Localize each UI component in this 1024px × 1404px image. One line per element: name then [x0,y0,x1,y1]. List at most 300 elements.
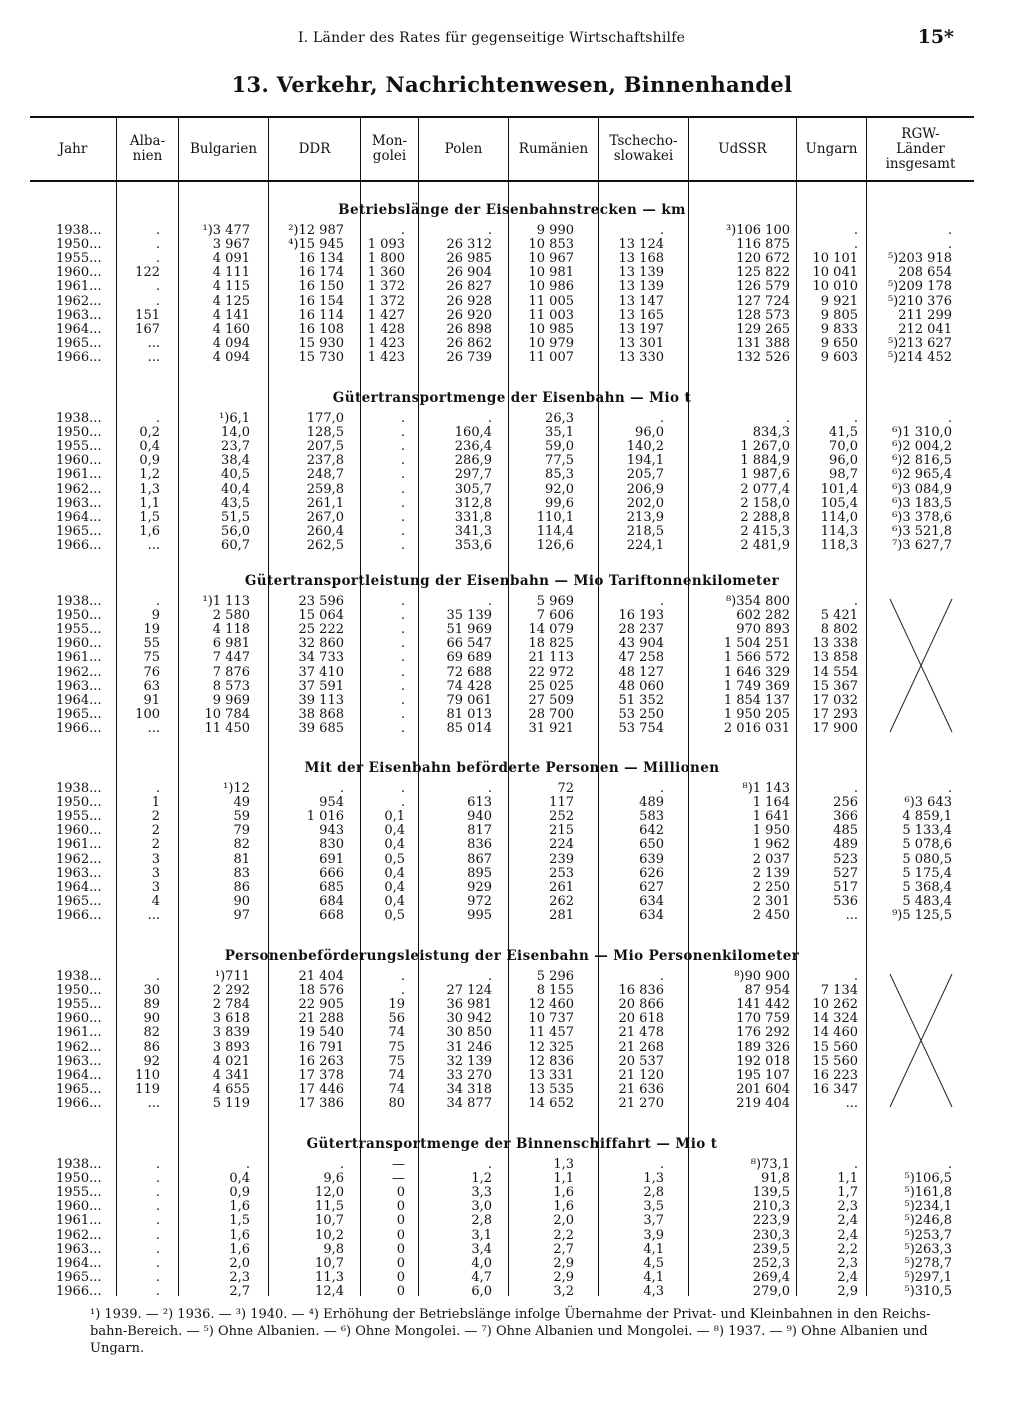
table-cell: 110 [135,1067,160,1083]
table-cell: 14,0 [221,425,250,441]
table-cell: . [659,223,664,238]
table-cell: 2,8 [643,1185,664,1201]
table-cell: . [155,1171,160,1187]
table-row [0,468,1024,482]
table-row [0,1069,1024,1083]
table-cell: 35 139 [446,608,492,624]
table-cell: 12 836 [528,1053,574,1069]
table-cell: 4,1 [643,1269,664,1285]
table-cell: 341,3 [454,523,492,539]
table-cell: 26 928 [446,293,492,309]
table-cell: 2,2 [553,1227,574,1243]
table-cell: 1,3 [139,481,160,497]
table-cell: 4 021 [212,1053,250,1069]
table-cell: . [947,237,952,253]
table-cell: 141 442 [736,997,790,1013]
table-cell: 0,4 [384,893,405,909]
column-header-label: Bulgarien [189,140,258,157]
table-cell: 1,1 [837,1171,858,1187]
table-cell: 1,2 [471,1171,492,1187]
table-cell: 21 404 [298,969,344,984]
table-cell: 140,2 [626,439,664,455]
row-year: 1963... [56,1053,102,1069]
table-cell: 3 893 [212,1039,250,1055]
row-year: 1960... [56,1011,102,1027]
table-row [0,1257,1024,1271]
table-cell: . [400,781,405,796]
column-header-label: Alba- nien [129,133,166,164]
table-cell: 11 450 [204,720,250,736]
table-cell: 219 404 [736,1095,790,1111]
table-cell: 0,4 [139,439,160,455]
table-cell: 10 985 [528,321,574,337]
table-cell: 0,4 [384,823,405,839]
table-cell: . [785,411,790,426]
table-cell: 312,8 [454,495,492,511]
table-cell: 25 025 [528,678,574,694]
row-year: 1966... [56,349,102,365]
table-cell: . [487,411,492,426]
table-cell: 12 460 [528,997,574,1013]
table-cell: . [487,1157,492,1172]
table-cell: 21 270 [618,1095,664,1111]
table-cell: 642 [639,823,664,839]
table-cell: 1 372 [367,279,405,295]
table-cell: 34 877 [446,1095,492,1111]
table-cell: 2,9 [837,1283,858,1299]
table-cell: 16 114 [298,307,344,323]
table-cell: 16 150 [298,279,344,295]
table-cell: 10,7 [315,1255,344,1271]
table-cell: 26 898 [446,321,492,337]
row-year: 1964... [56,1255,102,1271]
table-cell: 85,3 [545,467,574,483]
table-cell: 2,4 [837,1227,858,1243]
table-cell: 36 981 [446,997,492,1013]
table-cell: 248,7 [306,467,344,483]
table-cell: 2 784 [212,997,250,1013]
table-cell: ⁶)3 183,5 [892,495,952,511]
table-cell: 26 312 [446,237,492,253]
table-cell: 2,7 [229,1283,250,1299]
table-row [0,426,1024,440]
table-cell: 8 155 [536,983,574,999]
table-cell: 3,0 [471,1199,492,1215]
table-cell: 21 288 [298,1011,344,1027]
table-row [0,1186,1024,1200]
table-cell: ⁷)3 627,7 [892,537,952,553]
table-cell: 1 423 [367,349,405,365]
table-cell: . [400,622,405,638]
table-cell: 691 [319,851,344,867]
table-cell: ⁸)73,1 [750,1157,790,1172]
table-cell: ⁵)263,3 [904,1241,952,1257]
table-cell: 49 [233,795,250,811]
row-year: 1955... [56,809,102,825]
row-year: 1950... [56,983,102,999]
row-year: 1960... [56,636,102,652]
table-cell: 954 [319,795,344,811]
table-cell: 262 [549,893,574,909]
table-cell: . [155,1157,160,1172]
row-year: 1963... [56,678,102,694]
table-cell: . [400,636,405,652]
table-cell: 684 [319,893,344,909]
table-cell: 1,6 [139,523,160,539]
table-cell: 14 324 [812,1011,858,1027]
table-cell: ⁶)2 816,5 [892,453,952,469]
column-header-3 [268,118,360,180]
table-cell: . [659,411,664,426]
table-cell: 2,9 [553,1255,574,1271]
table-cell: 211 299 [898,307,952,323]
table-cell: ... [147,537,160,553]
table-cell: 489 [639,795,664,811]
table-cell: . [400,969,405,984]
table-cell: 1,6 [229,1241,250,1257]
table-cell: 91,8 [761,1171,790,1187]
table-cell: 69 689 [446,650,492,666]
column-header-label: Polen [444,140,483,157]
table-cell: 37 591 [298,678,344,694]
table-cell: 23 596 [298,594,344,609]
table-cell: 51 969 [446,622,492,638]
table-cell: 151 [135,307,160,323]
table-row [0,1200,1024,1214]
table-row [0,525,1024,539]
table-cell: 536 [833,893,858,909]
row-year: 1964... [56,692,102,708]
table-cell: 1 093 [367,237,405,253]
table-cell: ⁵)278,7 [904,1255,952,1271]
table-cell: 13 301 [618,335,664,351]
row-year: 1955... [56,1185,102,1201]
table-cell: 74 [388,1025,405,1041]
footnotes [90,1306,980,1357]
table-cell: 12,4 [315,1283,344,1299]
table-cell: 189 326 [736,1039,790,1055]
table-cell: . [155,781,160,796]
row-year: 1965... [56,706,102,722]
table-cell: . [400,706,405,722]
table-cell: 76 [143,664,160,680]
table-cell: 90 [233,893,250,909]
table-cell: 1 267,0 [740,439,790,455]
table-cell: 3,3 [471,1185,492,1201]
table-cell: 122 [135,265,160,281]
table-cell: 269,4 [752,1269,790,1285]
table-cell: 3,5 [643,1199,664,1215]
table-cell: . [400,453,405,469]
table-cell: 82 [143,1025,160,1041]
row-year: 1965... [56,893,102,909]
table-cell: . [487,969,492,984]
table-cell: 10 979 [528,335,574,351]
row-year: 1938... [56,594,102,609]
table-cell: 51,5 [221,509,250,525]
table-cell: . [487,223,492,238]
table-cell: 583 [639,809,664,825]
table-cell: 2,3 [229,1269,250,1285]
table-cell: . [853,594,858,609]
table-row [0,1097,1024,1111]
table-cell: 56 [388,1011,405,1027]
table-cell: 17 032 [812,692,858,708]
table-cell: 26 985 [446,251,492,267]
table-cell: ⁸)354 800 [725,594,790,609]
row-year: 1961... [56,1025,102,1041]
table-cell: 139,5 [752,1185,790,1201]
table-cell: 7 606 [536,608,574,624]
table-cell: 685 [319,879,344,895]
table-cell: 195 107 [736,1067,790,1083]
table-cell: ⁴)15 945 [288,237,344,253]
table-cell: 5 483,4 [902,893,952,909]
table-cell: 3,4 [471,1241,492,1257]
row-year: 1965... [56,335,102,351]
table-cell: 99,6 [545,495,574,511]
row-year: 1966... [56,1095,102,1111]
table-cell: ⁵)297,1 [904,1269,952,1285]
table-cell: 13 197 [618,321,664,337]
row-year: 1962... [56,1227,102,1243]
table-cell: 224 [549,837,574,853]
not-applicable-cross-icon [880,970,960,1111]
table-cell: 2,4 [837,1213,858,1229]
table-cell: 177,0 [306,411,344,426]
table-cell: 3 839 [212,1025,250,1041]
table-cell: 1 962 [752,837,790,853]
table-cell: 37 410 [298,664,344,680]
not-applicable-cross-icon [880,595,960,736]
table-cell: 10,2 [315,1227,344,1243]
table-cell: 21 113 [528,650,574,666]
table-cell: 639 [639,851,664,867]
table-cell: . [400,509,405,525]
table-cell: 128,5 [306,425,344,441]
table-cell: 261,1 [306,495,344,511]
table-cell: 56,0 [221,523,250,539]
table-cell: 13 165 [618,307,664,323]
table-cell: 126 579 [736,279,790,295]
table-row [0,440,1024,454]
table-cell: 4,5 [643,1255,664,1271]
table-cell: 995 [467,907,492,923]
row-year: 1960... [56,823,102,839]
table-cell: 3 [151,865,160,881]
table-cell: 79 061 [446,692,492,708]
table-cell: . [400,425,405,441]
table-row [0,909,1024,923]
table-cell: . [400,983,405,999]
table-cell: 5 368,4 [902,879,952,895]
table-cell: 267,0 [306,509,344,525]
table-row [0,694,1024,708]
table-cell: 10,7 [315,1213,344,1229]
table-cell: ⁶)3 378,6 [892,509,952,525]
table-cell: 15 930 [298,335,344,351]
table-row [0,623,1024,637]
table-cell: 2,8 [471,1213,492,1229]
table-cell: 0 [396,1199,405,1215]
table-cell: 2,0 [553,1213,574,1229]
table-cell: 43,5 [221,495,250,511]
table-cell: 1,3 [553,1157,574,1172]
row-year: 1964... [56,879,102,895]
table-cell: 212 041 [898,321,952,337]
table-cell: 4,0 [471,1255,492,1271]
footnote-line: bahn-Bereich. — ⁵) Ohne Albanien. — ⁶) Ohne Mongolei. — ⁷) Ohne Albanien und Mongolei. — ⁸) 1937. — ⁹) Ohne Albanien und Ungarn. [90,1324,928,1356]
table-cell: 2,0 [229,1255,250,1271]
table-cell: 0 [396,1255,405,1271]
table-row [0,252,1024,266]
table-cell: 100 [135,706,160,722]
column-header-1 [116,118,178,180]
table-cell: ⁵)213 627 [887,335,952,351]
table-cell: 13 168 [618,251,664,267]
table-cell: 1 854 137 [723,692,790,708]
row-year: 1962... [56,1039,102,1055]
table-cell: . [155,1199,160,1215]
table-cell: ²)12 987 [288,223,344,238]
row-year: 1963... [56,1241,102,1257]
table-cell: 66 547 [446,636,492,652]
table-cell: ... [147,349,160,365]
table-cell: 27 124 [446,983,492,999]
table-cell: 3 967 [212,237,250,253]
table-cell: 1 950 205 [723,706,790,722]
table-cell: 4 160 [212,321,250,337]
table-cell: 286,9 [454,453,492,469]
table-cell: 517 [833,879,858,895]
column-header-label: Mon- golei [371,133,408,164]
table-cell: 7 447 [212,650,250,666]
table-cell: 10 041 [812,265,858,281]
table-cell: ¹)12 [223,781,250,796]
table-cell: . [155,1269,160,1285]
row-year: 1961... [56,1213,102,1229]
table-cell: 87 954 [744,983,790,999]
table-cell: 0 [396,1241,405,1257]
row-year: 1960... [56,1199,102,1215]
table-cell: 59 [233,809,250,825]
table-cell: 51 352 [618,692,664,708]
table-cell: 0 [396,1185,405,1201]
table-cell: 1 566 572 [723,650,790,666]
table-row [0,323,1024,337]
footnote-line: ¹) 1939. — ²) 1936. — ³) 1940. — ⁴) Erhöhung der Betriebslänge infolge Übernahme der Privat- und Kleinbahnen in den Reichs- [90,1307,931,1322]
table-cell: . [339,781,344,796]
table-cell: 55 [143,636,160,652]
table-cell: 2,9 [553,1269,574,1285]
table-cell: 13 331 [528,1067,574,1083]
column-header-label: UdSSR [718,140,767,157]
table-cell: 0 [396,1269,405,1285]
table-cell: 132 526 [736,349,790,365]
table-cell: 626 [639,865,664,881]
column-header-label: DDR [298,140,331,157]
table-row [0,881,1024,895]
table-cell: . [155,251,160,267]
table-cell: 43 904 [618,636,664,652]
table-cell: 30 942 [446,1011,492,1027]
table-cell: 5 078,6 [902,837,952,853]
table-cell: 89 [143,997,160,1013]
table-cell: 30 [143,983,160,999]
table-cell: 16 791 [298,1039,344,1055]
table-cell: 60,7 [221,537,250,553]
table-cell: 32 139 [446,1053,492,1069]
table-cell: 192 018 [736,1053,790,1069]
table-cell: 20 866 [618,997,664,1013]
table-cell: . [400,411,405,426]
table-cell: 15 560 [812,1039,858,1055]
table-row [0,224,1024,238]
table-cell: . [853,411,858,426]
table-cell: 34 318 [446,1081,492,1097]
table-cell: 627 [639,879,664,895]
table-cell: 6 981 [212,636,250,652]
row-year: 1950... [56,795,102,811]
running-header [0,26,1024,52]
table-row [0,309,1024,323]
table-cell: ⁶)2 965,4 [892,467,952,483]
column-header-9 [796,118,866,180]
table-cell: 1 428 [367,321,405,337]
table-cell: 972 [467,893,492,909]
table-cell: . [853,781,858,796]
table-cell: 15 560 [812,1053,858,1069]
table-row [0,651,1024,665]
table-row [0,1214,1024,1228]
table-cell: 31 246 [446,1039,492,1055]
table-cell: 1 427 [367,307,405,323]
table-cell: 1,3 [643,1171,664,1187]
table-cell: 17 378 [298,1067,344,1083]
table-cell: 22 972 [528,664,574,680]
table-cell: 208 654 [898,265,952,281]
table-cell: 2 250 [752,879,790,895]
table-cell: 40,5 [221,467,250,483]
table-row [0,895,1024,909]
table-cell: 1,6 [553,1185,574,1201]
table-cell: 33 270 [446,1067,492,1083]
row-year: 1960... [56,265,102,281]
table-cell: 23,7 [221,439,250,455]
table-cell: 2 016 031 [723,720,790,736]
table-cell: . [400,678,405,694]
table-row [0,595,1024,609]
table-cell: 4 115 [212,279,250,295]
table-cell: 239 [549,851,574,867]
table-cell: 13 139 [618,265,664,281]
table-cell: 1,1 [553,1171,574,1187]
table-cell: 128 573 [736,307,790,323]
table-cell: 1 987,6 [740,467,790,483]
table-row [0,666,1024,680]
table-cell: ... [147,907,160,923]
table-cell: 13 338 [812,636,858,652]
table-cell: 10 967 [528,251,574,267]
table-cell: 86 [143,1039,160,1055]
row-year: 1964... [56,509,102,525]
table-cell: 650 [639,837,664,853]
table-cell: 114,0 [820,509,858,525]
row-year: 1966... [56,537,102,553]
table-cell: 207,5 [306,439,344,455]
row-year: 1965... [56,1081,102,1097]
table-cell: 26,3 [545,411,574,426]
